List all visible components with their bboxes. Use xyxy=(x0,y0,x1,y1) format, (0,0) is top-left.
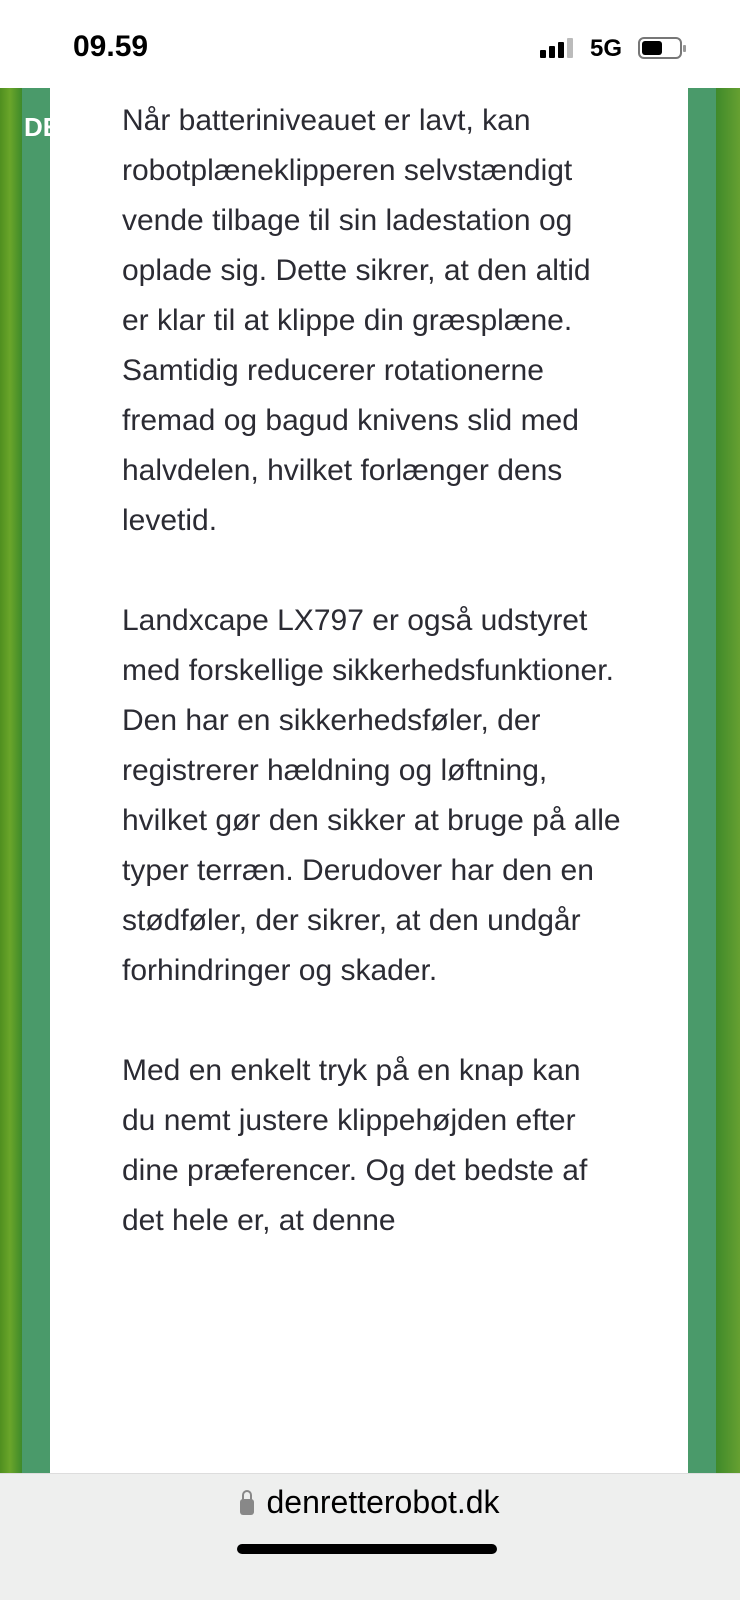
paragraph: Når batteriniveauet er lavt, kan robotplæneklipperen selvstændigt vende tilbage til sin ladestation og oplade sig. Dette sikrer, at den altid er klar til at klippe din græsplæne. Samtidig reducerer rotationerne fremad og bagud knivens slid med halvdelen, hvilket forlænger dens levetid. xyxy=(122,104,591,537)
paragraph: Landxcape LX797 er også udstyret med forskellige sikkerhedsfunktioner. Den har en sikkerhedsføler, der registrerer hældning og løftning, hvilket gør den sikker at bruge på alle typer terræn. Derudover har den en stødføler, der sikrer, at den undgår forhindringer og skader. xyxy=(122,604,621,987)
browser-address-bar[interactable] xyxy=(0,1473,740,1600)
lock-icon xyxy=(240,1499,254,1515)
site-logo[interactable]: DE xyxy=(24,112,61,142)
home-indicator[interactable] xyxy=(237,1544,497,1554)
url-text[interactable]: denretterobot.dk xyxy=(266,1484,500,1520)
battery-icon xyxy=(638,37,682,59)
paragraph: Med en enkelt tryk på en knap kan du nemt justere klippehøjden efter dine præferencer. Og det bedste af det hele er, at denne xyxy=(122,1054,588,1237)
status-bar xyxy=(0,0,740,88)
signal-icon xyxy=(540,38,573,58)
clock: 09.59 xyxy=(73,30,149,63)
article-content xyxy=(50,88,688,1473)
network-label: 5G xyxy=(590,35,623,62)
